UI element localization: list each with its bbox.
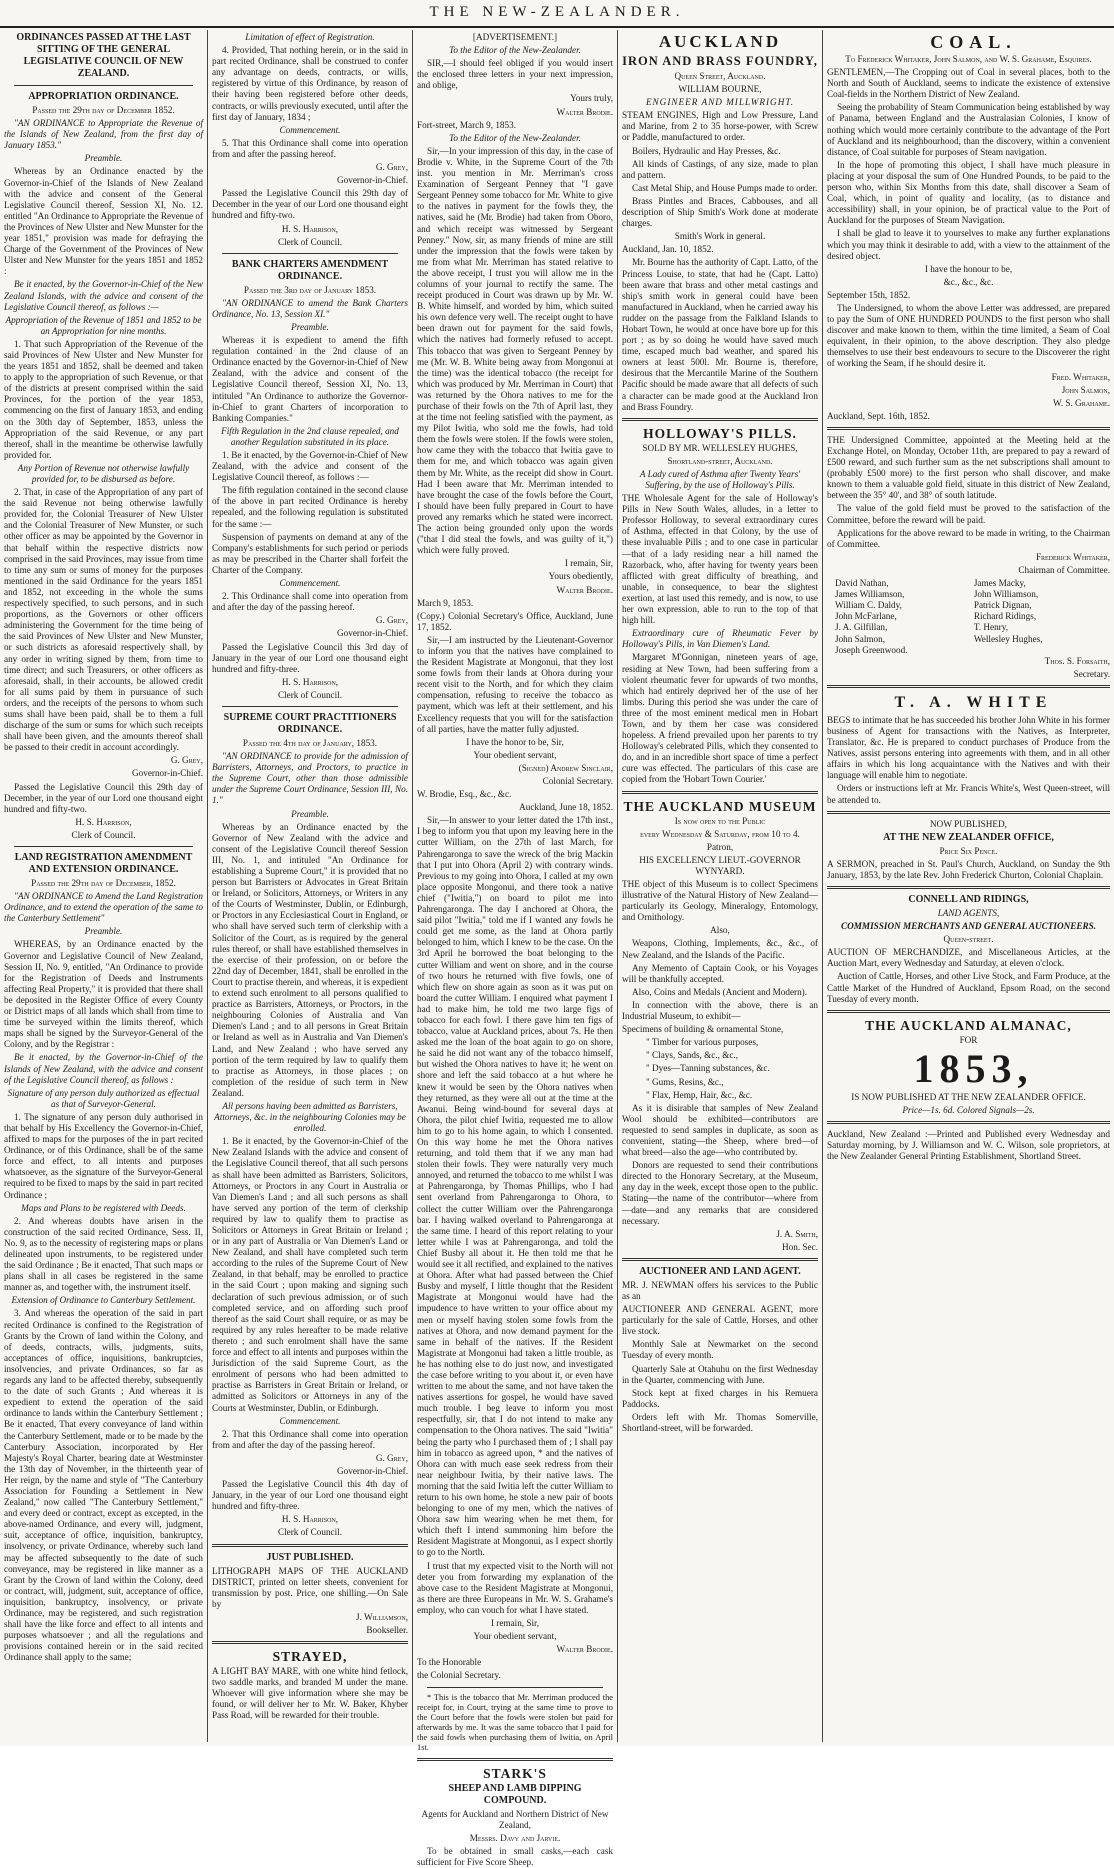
- paragraph: 2. This Ordinance shall come into operation from and after the day of the passing hereof.: [212, 591, 408, 613]
- museum-hours: every Wednesday & Saturday, from 10 to 4.: [640, 828, 800, 839]
- paragraph: Boilers, Hydraulic and Hay Presses, &c.: [632, 145, 781, 156]
- signature: G. Grey,: [375, 615, 408, 626]
- date-line: Auckland, Jan. 10, 1852.: [622, 244, 714, 255]
- supreme-court-title: SUPREME COURT PRACTITIONERS ORDINANCE.: [223, 711, 397, 735]
- address-line: Queen-street.: [943, 934, 994, 945]
- signature: G. Grey,: [375, 1452, 408, 1463]
- signature: Fred. Whitaker,: [1051, 371, 1110, 382]
- letter-close: Your obedient servant,: [473, 749, 557, 760]
- address-line: Shortland-street, Auckland.: [667, 455, 773, 466]
- paragraph: WHEREAS, by an Ordinance enacted by the Governor and Legislative Council of New Zealand, Session II, No. 9, entitled, "An Ordinance to provide for the Registration of Deeds and Instruments affecting Real Property," it is provided that there shall be deposited in the Register Office of every County or District maps of all lands which shall from time to time be surveyed within the limits thereof, which maps shall be signed by the Surveyor-General of the Colony, and by the Registrar :: [4, 939, 203, 1050]
- subheading: Signature of any person duly authorized as effectual as that of Surveyor-General.: [7, 1087, 200, 1109]
- paragraph: 3. And whereas the operation of the said in part recited Ordinance is confined to the Registration of Grants by the Crown of land within the Colony, and of deeds, contracts, wills, judgments, suits, acceptances of office, inquisitions, bankruptcies, insolvencies, and private Ordinances, so far as regards any land to be affected thereby, subsequently to the date of such Grants ; And whereas it is expedient to extend the operation of the said ordinance to lands within the Canterbury Settlement ; Be it enacted, That every conveyance of land within the Canterbury Settlement, made or to be made by the Canterbury Association, incorporated by Her Majesty's Royal Charter, bearing date at Westminster the 13th day of November, in the thirteenth year of Her reign, by the name and style of "The Canterbury Association for Founding a Settlement in New Zealand," now called "The Canterbury Settlement," and every deed or contract, except as excepted, in the above-named Ordinance, and every will, judgment, suit, acceptance of office, inquisition, bankruptcy, insolvency, or private Ordinance, whereby such land may be affected subsequently to the date of such conveyance, may be registered in like manner as a Grant by the Crown of land within the Colony, deed or contract, will, judgment, suit, acceptance of office, inquisition, bankruptcy, insolvency, or private Ordinance, may be registered, and such registration shall have the like force and effect to all intents and purposes whatsoever ; and all the regulations and provisions contained herein or in the said recited Ordinance shall apply to the same;: [4, 1308, 203, 1663]
- letter-close: Yours truly,: [570, 93, 613, 104]
- list-item: " Timber for various purposes,: [646, 1037, 759, 1048]
- subheading: Commencement.: [279, 124, 341, 135]
- subheading: Limitation of effect of Registration.: [245, 32, 375, 42]
- paragraph: 1. Be it enacted, by the Governor-in-Chief of the New Zealand Islands with the advice and consent of the Legislative Council thereof, that all such persons as shall have been admitted as Barristers, Solicitors, Attorneys, or Proctors in any Court in Australia or Van Diemen's Land ; and all such persons as shall have served any portion of the term of clerkship required by law to qualify them to practise as Solicitors or Attorneys in Great Britain or Ireland ; or in any part of Australia or Van Diemen's Land or New Zealand, and shall have completed such term according to the rules of the Supreme Court of New Zealand, in that behalf, may be enrolled to practice in the said Court ; upon making and signing such declaration of such previous admission, or of such completed service, and on affording such proof thereof as the said Court shall require, or as may be required by any rules hereafter to be made relative thereto ; and such enrolment shall have the same force and effect to all intents and purposes within the Jurisdiction of the said Supreme Court, as the enrolment of persons who had been admitted to practise as Barristers in Great Britain or Ireland, or admitted as Solicitors or Attorneys in any of the Courts at Westminster, Dublin, or Edinburgh.: [212, 1136, 408, 1413]
- signature: Frederick Whitaker,: [1035, 551, 1110, 562]
- paragraph: Sir,—In answer to your letter dated the 17th inst., I beg to inform you that upon my leaving here in the cutter William, on the 27th of last March, for Pahrengaronga to save the wreck of the brig Mackin that I put into Ohora (April 2) with contrary winds. Previous to my going into Ohora, I called at my own place opposite Mongonui, and there took a native chief ("Iwitia,") on board to pilot me into Pahrengaronga. The day I anchored at Ohora, the said pilot "Iwitia," told me if I wanted any fowls he could get me some, as the land at Ohora partly belonged to him, which I knew to be the case. On the 3rd April he borrowed the boat belonging to the cutter William and went on shore, and in the course of two hours he returned with five fowls, one of which flew on shore again as soon as it was put on board the cutter William. I enquired what payment I had to make him, he told me two large figs of tobacco for each fowl. I there gave him ten figs of tobacco, value at Auckland prices, about 7s. He then asked me the loan of the boat again to go on shore, he said he did not want any of the tobacco himself, but wished the Ohora natives to have it; he went on shore and left the said tobacco at a hut where he knew it would be seen by the Ohora natives when they returned, as they were all out at the time at the Awanui. Being wind-bound for several days at Ohora, the pilot chief Iwitia, requested me to allow him to go to his home again, to which I consented. On this way home he met the Ohora natives returning, and told them that if we any man had stolen their fowls. They were naturally very much annoyed, and returned the tobacco to me whilst I was at Pahrengaronga, by Thomas Phillips, who I had sent overland from Pahrengaronga to Ohora, to collect the cutter William over the Pahrengaronga bar. I having walked overland to Pahrengaronga at the same time. I heard of this report relating to your letter while I was at Pahrengaronga, and told the Chief Busby all about it. He then told me that he would see it all rectified, and explained to the natives at Ohora. After what had passed between the Chief Busby and myself, I little thought that the Resident Magistrate at Mongonui would have had the impudence to have written to your office about my men or myself having stolen some fowls from the natives at Ohora, and now demand payment for the same in behalf of the natives. If the Resident Magistrate at Mongonui had taken a little trouble, as he has nothing else to do just now, and investigated the case before writing to you about it, or even have written to me about the same, and not have taken the natives assertions for gospel, he would have saved much trouble. I beg leave to inform you most respectfully, sir, that I do not intend to make any compensation to the Ohora natives. The said "Iwitia" being the party who I purchased them of ; I shall pay him in tobacco as agreed upon, * and the natives of Ohora can with much ease seek redress from their near neighbour Iwitia, by their native laws. The morning that the said Iwitia left the cutter William to return to his own home, he stole a new pair of boots belonging to one of my men, which the natives of Ohora saw him wearing when he met them, for which theft I intend summoning him before the Resident Magistrate at Mongonui, as I expect shortly to go to the North.: [417, 815, 613, 1558]
- land-title: LAND REGISTRATION AMENDMENT AND EXTENSION ORDINANCE.: [14, 852, 193, 875]
- paragraph: AUCTIONEER AND GENERAL AGENT, more particularly for the sale of Cattle, Horses, and other live stock.: [622, 1304, 818, 1337]
- committee-name: John McFarlane,: [835, 611, 897, 622]
- paragraph: 4. Provided, That nothing herein, or in the said in part recited Ordinance, shall be construed to confer any advantage on deeds, contracts, or wills, registered by virtue of this Ordinance, by reason of their having been registered before other deeds, contracts, or wills previously executed, until after the first day of January, 1834 ;: [212, 45, 408, 122]
- paragraph: Also, Coins and Medals (Ancient and Modern).: [632, 986, 808, 997]
- subheading: Fifth Regulation in the 2nd clause repealed, and another Regulation substituted in its place.: [221, 425, 399, 447]
- place-line: Fort-street, March 9, 1853.: [417, 119, 516, 130]
- column-5: [823, 32, 1114, 1740]
- paragraph: Weapons, Clothing, Implements, &c., &c., of New Zealand, and the Islands of the Pacific.: [622, 938, 818, 960]
- paragraph: THE Wholesale Agent for the sale of Holloway's Pills in New South Wales, alludes, in a letter to Professor Holloway, to several extraordinary cures of Asthma, effected in that Colony, by the use of these invaluable Pills ; and to one case in particular—that of a lady residing near a hill named the Razorback, who, after having for twenty years been afflicted with great difficulty of breathing, and unable, in consequence, to bear the slightest exertion, at last used this remedy, and is now, to use her own expression, able to run to the top of that high hill.: [622, 493, 818, 626]
- paragraph: The fifth regulation contained in the second clause of the above in part recited Ordinance is hereby repealed, and the following regulation is substituted for the same :—: [212, 485, 408, 529]
- signature: H. S. Harrison,: [281, 676, 339, 687]
- paragraph: I trust that my expected visit to the North will not deter you from forwarding my explanation of the above case to the Resident Magistrate at Mongonui, as there are three Europeans in Mr. W. S. Grahame's employ, who can vouch for what I have stated.: [417, 1560, 613, 1615]
- paragraph: THE object of this Museum is to collect Specimens illustrative of the Natural History of New Zealand—particularly its Geology, Mineralogy, Entomology, and Ornithology.: [622, 879, 818, 923]
- paragraph: To be obtained in small casks,—each cask sufficient for Five Score Sheep.: [417, 1845, 613, 1867]
- committee-names: [827, 578, 1110, 656]
- committee-name: Patrick Dignan,: [973, 600, 1032, 611]
- separator: [14, 846, 193, 847]
- letter-close: I remain, Sir,: [490, 1618, 540, 1629]
- signature-title: Clerk of Council.: [71, 829, 136, 840]
- signature: H. S. Harrison,: [281, 1514, 339, 1525]
- museum-subtitle: Is now open to the Public: [674, 815, 766, 826]
- separator: [827, 1010, 1110, 1013]
- paragraph: Any Memento of Captain Cook, or his Voyages will be thankfully accepted.: [622, 962, 818, 984]
- committee-name: John Williamson,: [973, 589, 1039, 600]
- subheading: A Lady cured of Asthma after Twenty Years' Suffering, by the use of Holloway's Pills.: [639, 468, 801, 490]
- separator: [14, 85, 193, 86]
- paragraph: SIR,—I should feel obliged if you would insert the enclosed three letters in your next impression, and oblige,: [417, 58, 613, 91]
- subheading: Preamble.: [291, 808, 329, 819]
- masthead-title: THE NEW-ZEALANDER.: [429, 4, 685, 20]
- list-item: " Dyes—Tanning substances, &c.: [646, 1063, 770, 1074]
- separator: [212, 1544, 408, 1547]
- subheading: Extraordinary cure of Rheumatic Fever by Holloway's Pills, in Van Diemen's Land.: [622, 628, 818, 650]
- price-line: Price Six Pence.: [939, 845, 998, 856]
- paragraph: Agents for Auckland and Northern District of New Zealand,: [421, 1808, 609, 1830]
- now-published-title: NOW PUBLISHED,: [930, 818, 1007, 829]
- signature-title: Clerk of Council.: [277, 1527, 343, 1538]
- paragraph: 1. Be it enacted, by the Governor-in-Chief of New Zealand, with the advice and consent of the Legislative Council thereof, as follows :—: [212, 450, 408, 483]
- almanac-published: IS NOW PUBLISHED AT THE NEW ZEALANDER OFFICE.: [851, 1091, 1086, 1102]
- paragraph: As it is disirable that samples of New Zealand Wool should be exhibited—contributors are requested to send samples in duplicate, as soon as convenient, stating—the Sheep, where bred—of what breed—also the age—who contributed by.: [622, 1102, 818, 1158]
- letter-close: I have the honour to be,: [924, 263, 1013, 274]
- paragraph: 2. And whereas doubts have arisen in the construction of the said recited Ordinance, Sess. II, No. 9, as to the necessity of registering maps or plans delineated upon instruments, to be registered under the said Ordinance ; Be it enacted, That such maps or plans shall in all cases be registered in the same manner as, and together with, the instrument itself.: [4, 1215, 203, 1293]
- signature: G. Grey,: [375, 162, 408, 173]
- almanac-title: THE AUCKLAND ALMANAC,: [865, 1017, 1072, 1033]
- committee-name: J. A. Gilfillan,: [835, 622, 888, 633]
- committee-name: James Williamson,: [835, 589, 905, 600]
- owner-line: WILLIAM BOURNE,: [678, 84, 762, 95]
- date-line: September 15th, 1852.: [827, 289, 911, 300]
- foundry-subtitle: IRON AND BRASS FOUNDRY,: [622, 54, 818, 68]
- masthead: [0, 0, 1114, 28]
- foundry-title: AUCKLAND: [658, 32, 782, 51]
- separator: [622, 1258, 818, 1261]
- paragraph: Sir,—I am instructed by the Lieutenant-Governor to inform you that the natives have complained to the Resident Magistrate at Mongonui, that they lost some fowls from their lands at Ohora during your recent visit to the North, and for which they claim compensation, refusing to receive the tobacco as payment, which was left at their settlement, and his Excellency requests that you will for the satisfaction of all parties, have the matter fully adjusted.: [417, 634, 613, 734]
- paragraph: Be it enacted, by the Governor-in-Chief of the New Zealand Islands, with the advice and consent of the Legislative Council thereof, as follows :—: [4, 279, 203, 312]
- separator: [827, 886, 1110, 889]
- separator: [827, 685, 1110, 688]
- column-3: [413, 32, 617, 1867]
- signature-title: Bookseller.: [366, 1625, 408, 1635]
- paragraph: The value of the gold field must be proved to the satisfaction of the Committee, before the reward will be paid.: [827, 503, 1110, 525]
- paragraph: 5. That this Ordinance shall come into operation from and after the passing hereof.: [212, 137, 408, 159]
- paragraph: 2. That this Ordinance shall come into operation from and after the day of the passing hereof.: [212, 1428, 408, 1450]
- committee-name: Wellesley Hughes,: [973, 633, 1043, 644]
- paragraph: In the hope of promoting this object, I shall have much pleasure in placing at your disposal the sum of One Hundred Pounds, to be paid to the person who, within Six Months from this date, shall discover a Seam of Coal, which, in point of quality and locality, (as to distance and accessibility) shall, in your opinion, be of practical value to the Port of Auckland for the purposes of Steam Navigation.: [827, 159, 1110, 226]
- paragraph: Passed the Legislative Council this 3rd day of January in the year of our Lord one thousand eight hundred and fifty-three.: [212, 641, 408, 674]
- footnote: * This is the tobacco that Mr. Merriman produced the receipt for, in Court, trying at the same time to prove to the Court before that the fowls were stolen but paid for afterwards by me. It was the same tobacco that I paid for the said fowls when purchasing them of Iwitia, on April 1st.: [417, 1692, 613, 1752]
- paragraph: The Undersigned, to whom the above Letter was addressed, are prepared to pay the Sum of ONE HUNDRED POUNDS to the first person who shall discover and make known to them, within the time limited, a Seam of Coal equivalent, in their opinion, to the above description. They also pledge themselves to use their best endeavours to secure to the Discoverer the right of working the Seam, if he should desire it.: [827, 302, 1110, 369]
- signature: Walter Brodie.: [556, 106, 613, 117]
- address-line: To Frederick Whitaker, John Salmon, and W. S. Grahame, Esquires.: [845, 54, 1092, 64]
- signature-title: Governor-in-Chief.: [337, 1465, 408, 1476]
- appropriation-title: APPROPRIATION ORDINANCE.: [28, 91, 179, 102]
- paragraph: A LIGHT BAY MARE, with one white hind fetlock, two saddle marks, and branded M under the mane. Whoever will give information where she may be found, or will deliver her to Mr. W. Baker, Khyber Pass Road, will be rewarded for their trouble.: [212, 1666, 408, 1721]
- stark-title: STARK'S: [483, 1765, 547, 1781]
- holloway-subtitle: SOLD BY MR. WELLESLEY HUGHES,: [642, 442, 798, 453]
- date-line: Auckland, June 18, 1852.: [519, 802, 613, 813]
- signature: H. S. Harrison,: [75, 816, 132, 827]
- paragraph: Applications for the above reward to be made in writing, to the Chairman of Committee.: [827, 527, 1110, 549]
- connell-ridings-subtitle: LAND AGENTS,: [937, 908, 1000, 918]
- committee-name: T. Henry,: [973, 622, 1009, 633]
- signature: Walter Brodie.: [556, 584, 613, 595]
- paragraph: Suspension of payments on demand at any of the Company's establishments for such period or periods as may be prescribed in the Charter shall forfeit the Charter of the Company.: [212, 531, 408, 575]
- bank-title: BANK CHARTERS AMENDMENT ORDINANCE.: [231, 258, 389, 282]
- subheading: Appropriation of the Revenue of 1851 and 1852 to be an Appropriation for nine months.: [5, 314, 202, 336]
- date-line: Passed the 4th day of January, 1853.: [242, 737, 378, 748]
- separator: [427, 1687, 603, 1688]
- list-item: " Clays, Sands, &c., &c.,: [646, 1050, 739, 1061]
- paragraph: Whereas it is expedient to amend the fifth regulation contained in the 2nd clause of an Ordinance enacted by the Governor-in-Chief of New Zealand, with the advice and consent of the Legislative Council thereof, Session XI, No. 13, intituled "An Ordinance to authorize the Governor-in-Chief to grant Charters of incorporation to Banking Companies.": [212, 335, 408, 423]
- date-line: March 9, 1853.: [417, 597, 474, 608]
- separator: [827, 811, 1110, 814]
- address-line: Queen Street, Auckland.: [674, 71, 766, 81]
- separator: [827, 1121, 1110, 1124]
- paragraph: I shall be glad to leave it to yourselves to make any further explanations which you may think it desirable to add, with a view to the attainment of the desired object.: [827, 228, 1110, 261]
- column-4: [618, 32, 822, 1740]
- subheading: To the Editor of the New-Zealander.: [449, 132, 581, 143]
- paragraph: Stock kept at fixed charges in his Remuera Paddocks.: [622, 1387, 818, 1409]
- address-line: W. Brodie, Esq., &c., &c.: [417, 789, 512, 800]
- imprint: Auckland, New Zealand :—Printed and Published every Wednesday and Saturday morning, by J. Williamson and W. C. Wilson, sole proprietors, at the New Zealander General Printing Establishment, Shortland Street.: [827, 1129, 1110, 1162]
- committee-name: Joseph Greenwood.: [835, 644, 908, 655]
- paragraph: All kinds of Castings, of any size, made to plan and pattern.: [622, 158, 818, 180]
- paragraph: Donors are requested to send their contributions directed to the Honorary Secretary, at the Museum, any day in the week, except those open to the public. Stating—the name of the contributor—where from—date—and any remarks that are considered necessary.: [622, 1160, 818, 1226]
- holloway-title: HOLLOWAY'S PILLS.: [643, 425, 797, 441]
- advertisement-label: [ADVERTISEMENT.]: [472, 32, 558, 42]
- committee-names-left: [835, 578, 963, 656]
- paragraph: 1. That such Appropriation of the Revenue of the said Provinces of New Ulster and New Munster for the years 1851 and 1852, shall be deemed and taken to apply to the appropriation of such Revenue, or that of the districts at present comprised within the said Provinces, for the portion of the year 1853, commencing on the first of January 1853, and ending on the 30th day of September, 1853, unless the Appropriation of the said Revenue, or any part thereof, shall in the meantime be otherwise lawfully provided for.: [4, 338, 203, 460]
- list-item: " Flax, Hemp, Hair, &c., &c.: [646, 1089, 753, 1100]
- committee-name: William C. Daldy,: [835, 600, 902, 611]
- subheading: Maps and Plans to be registered with Deeds.: [21, 1202, 186, 1213]
- paragraph: Cast Metal Ship, and House Pumps made to order.: [632, 182, 818, 193]
- now-published-subtitle: AT THE NEW ZEALANDER OFFICE,: [883, 831, 1054, 843]
- signature-title: Governor-in-Chief.: [337, 628, 408, 639]
- signature: G. Grey,: [170, 755, 203, 766]
- paragraph: Margaret M'Gonnigan, nineteen years of age, residing at New Town, had been suffering from a violent rheumatic fever for upwards of two months, which had entirely deprived her of the use of her limbs. During this period she was under the care of three of the most eminent medical men in Hobart Town, and by them her case was considered hopeless. A friend prevailed upon her parents to try Holloway's celebrated Pills, which they consented to do, and in an incredible short space of time a perfect cure was effected. The particulars of this case are copied from the 'Hobart Town Courier.': [622, 652, 818, 785]
- separator: [622, 418, 818, 421]
- auctioneer-title: AUCTIONEER AND LAND AGENT.: [639, 1265, 801, 1277]
- separator: [222, 253, 398, 254]
- committee-name: David Nathan,: [835, 578, 889, 589]
- paragraph: GENTLEMEN,—The Cropping out of Coal in several places, both to the North and South of Auckland, seems to indicate the existence of extensive Coal-fields in the Northern District of New Zealand.: [827, 67, 1110, 100]
- paragraph: Whereas by an Ordinance enacted by the Governor of New Zealand with the advice and consent of the Legislative Council thereof Session III, No. 1, and intituled "An Ordinance for establishing a Supreme Court," it is provided that no person but Barristers or Advocates in Great Britain or Ireland, or Solicitors, Attorneys, or Writers in any of the Courts of Westminster, Dublin, or Edinburgh, or Proctors in any Ecclesiastical Court in England, or who shall have served such term of clerkship with a Solicitor of the Court, as is required by the general rules thereof, or shall have established themselves in the exercise of their profession, on or before the 22nd day of December, 1841, shall be enrolled in the Court to practise therein, and whereas, it is expedient to extend such enrolment to all persons qualified to practice as Barristers, Attorneys, or Proctors, in the neighbouring Colonies of Australia and Van Diemen's Land ; and to all persons in Great Britain or Ireland as well as in Australia and Van Diemen's Land, and New Zealand ; who have served any portion of the term required by law to qualify them to practise as Attorneys, in those places ; on completion of the residue of such term in New Zealand.: [212, 821, 408, 1098]
- signature-title: Chairman of Committee.: [1018, 564, 1110, 575]
- subheading: Preamble.: [291, 321, 329, 332]
- just-published-title: JUST PUBLISHED.: [266, 1551, 354, 1563]
- paragraph: Orders or instructions left at Mr. Francis White's, West Queen-street, will be attended to.: [827, 783, 1110, 805]
- almanac-year: 1853,: [913, 1045, 1034, 1091]
- paragraph: STEAM ENGINES, High and Low Pressure, Land and Marine, from 2 to 35 horse-power, with Screw or Paddle, manufactured to order.: [622, 110, 818, 143]
- letter-close: Yours obediently,: [548, 571, 613, 582]
- committee-names-right: [974, 578, 1102, 656]
- paragraph: Passed the Legislative Council this 4th day of January, in the year of our Lord one thousand eight hundred and fifty-three.: [212, 1479, 408, 1512]
- ordinance-description: "AN ORDINANCE to Amend the Land Registration Ordinance, and to extend the operation of the same to the Canterbury Settlement": [4, 891, 203, 924]
- connell-ridings-subtitle: COMMISSION MERCHANTS AND GENERAL AUCTIONEERS.: [840, 921, 1097, 932]
- almanac-price: Price—1s. 6d. Colored Signals—2s.: [902, 1104, 1035, 1115]
- subheading: Any Portion of Revenue not otherwise lawfully provided for, to be disbursed as before.: [17, 462, 190, 484]
- almanac-for: FOR: [959, 1034, 978, 1045]
- address-line: To the Honorable: [417, 1657, 482, 1668]
- paragraph: Seeing the probability of Steam Communication being established by way of Panama, between England and the Australasian Colonies, I know of nothing which would more certainly contribute to the advantage of the Port of Auckland and its neighbourhood, than the discovery, within a convenient distance, of Coal suitable for purposes of Steam navigation.: [827, 102, 1110, 157]
- ordinances-title: ORDINANCES PASSED AT THE LAST SITTING OF THE GENERAL LEGISLATIVE COUNCIL OF NEW ZEALAND.: [16, 32, 191, 79]
- paragraph: Quarterly Sale at Otahuhu on the first Wednesday in the Quarter, commencing with June.: [622, 1363, 818, 1385]
- letter-close: Your obedient servant,: [473, 1631, 557, 1642]
- subheading: Preamble.: [84, 926, 123, 937]
- paragraph: Be it enacted, by the Governor-in-Chief of the Islands of New Zealand, with the advice and consent of the Legislative Council thereof, as follows :: [4, 1052, 203, 1085]
- signature: J. Williamson,: [356, 1611, 408, 1622]
- column-2: [208, 32, 412, 1740]
- signature-title: Clerk of Council.: [277, 236, 343, 247]
- signature-title: Governor-in-Chief.: [132, 768, 203, 779]
- copy-line: (Copy.) Colonial Secretary's Office, Auckland, June 17, 1852.: [417, 610, 613, 632]
- address-line: the Colonial Secretary.: [417, 1670, 501, 1681]
- paragraph: MR. J. NEWMAN offers his services to the Public as an: [622, 1279, 818, 1301]
- patron-label: Patron,: [706, 841, 734, 852]
- list-item: Specimens of building & ornamental Stone,: [622, 1024, 784, 1035]
- separator: [417, 1758, 613, 1761]
- stark-subtitle: SHEEP AND LAMB DIPPING COMPOUND.: [448, 1782, 582, 1806]
- date-line: Passed the 29th day of December 1852.: [32, 105, 175, 115]
- subheading: To the Editor of the New-Zealander.: [449, 45, 581, 56]
- paragraph: Passed the Legislative Council this 29th day of December in the year of our Lord one thousand eight hundred and fifty-two.: [212, 188, 408, 221]
- signature: H. S. Harrison,: [281, 223, 339, 234]
- paragraph: Monthly Sale at Newmarket on the second Tuesday of every month.: [622, 1339, 818, 1361]
- separator: [622, 791, 818, 794]
- signature: John Salmon,: [1061, 384, 1110, 395]
- trade-line: ENGINEER AND MILLWRIGHT.: [645, 97, 795, 108]
- paragraph: Passed the Legislative Council this 29th day of December, in the year of our Lord one thousand eight hundred and fifty-two.: [4, 781, 203, 814]
- paragraph: A SERMON, preached in St. Paul's Church, Auckland, on Sunday the 9th January, 1853, by the late Rev. John Frederick Churton, Colonial Chaplain.: [827, 858, 1110, 880]
- subheading: Preamble.: [84, 153, 123, 164]
- patron-name: HIS EXCELLENCY LIEUT.-GOVERNOR WYNYARD.: [639, 854, 801, 876]
- committee-name: Richard Ridings,: [973, 611, 1037, 622]
- signature: J. A. Smith,: [776, 1228, 818, 1239]
- agents-line: Messrs. Davy and Jarvie.: [469, 1832, 561, 1843]
- subheading: Commencement.: [279, 1415, 341, 1426]
- signature-title: Secretary.: [1073, 668, 1110, 679]
- connell-ridings-title: CONNELL AND RIDINGS,: [908, 894, 1029, 905]
- signature: W. S. Grahame.: [1052, 397, 1110, 408]
- museum-title: THE AUCKLAND MUSEUM: [623, 798, 817, 814]
- paragraph: Auction of Cattle, Horses, and other Live Stock, and Farm Produce, at the Cattle Market of the Hundred of Auckland, Epsom Road, on the second Tuesday of every month.: [827, 971, 1110, 1004]
- subheading: Commencement.: [279, 578, 341, 589]
- signature-title: Colonial Secretary.: [542, 776, 613, 786]
- signature: Walter Brodie.: [556, 1644, 613, 1655]
- signature: Thos. S. Forsaith,: [1044, 655, 1110, 666]
- ordinance-description: "AN ORDINANCE to provide for the admission of Barristers, Attorneys, and Proctors, to practice in the Supreme Court, other than those admissible under the Supreme Court Ordinance, Session III, No. 1.": [212, 751, 408, 806]
- paragraph: AUCTION OF MERCHANDIZE, and Miscellaneous Articles, at the Auction Mart, every Wednesday and Saturday, at eleven o'clock.: [827, 947, 1110, 969]
- signature: (Signed) Andrew Sinclair,: [518, 762, 613, 773]
- signature-title: Hon. Sec.: [782, 1241, 818, 1252]
- committee-name: John Salmon,: [835, 633, 886, 644]
- date-line: Passed the 3rd day of January 1853.: [243, 284, 377, 295]
- paragraph: 1. The signature of any person duly authorised in that behalf by His Excellency the Governor-in-Chief, affixed to maps for the purposes of the in part recited Ordinance, or of this Ordinance, shall be of the same force and effect, to all intents and purposes whatsoever, as the signature of the Surveyor-General required to be fixed to maps by the said in part recited Ordinance ;: [4, 1111, 203, 1200]
- paragraph: Orders left with Mr. Thomas Somerville, Shortland-street, will be forwarded.: [622, 1411, 818, 1434]
- letter-close: &c., &c., &c.: [943, 276, 994, 287]
- list-item: " Gums, Resins, &c.,: [646, 1076, 724, 1087]
- paragraph: Brass Pintles and Braces, Cabbouses, and all description of Ship Smith's Work done at moderate charges.: [622, 195, 818, 229]
- paragraph: LITHOGRAPH MAPS OF THE AUCKLAND DISTRICT, printed on letter sheets, convenient for transmission by post. Price, one shilling.—On Sale by: [212, 1565, 408, 1609]
- paragraph: Whereas by an Ordinance enacted by the Governor-in-Chief of the Islands of New Zealand with the advice and consent of the General Legislative Council thereof, Session XI, No. 12. entitled "An Ordinance to Appropriate the Revenue of the Provinces of New Ulster and New Munster for the year 1851," provision was made for defraying the Charge of the Government of the Provinces of New Ulster and New Munster for the years 1851 and 1852 :: [4, 166, 203, 277]
- white-title: T. A. WHITE: [894, 693, 1053, 711]
- separator: [827, 427, 1110, 430]
- ordinance-description: "AN ORDINANCE to amend the Bank Charters Ordinance, No. 13, Session XI.": [212, 297, 408, 319]
- signature-title: Clerk of Council.: [277, 689, 343, 700]
- letter-close: I have the honor to be, Sir,: [466, 736, 564, 747]
- subheading: Extension of Ordinance to Canterbury Settlement.: [11, 1295, 196, 1306]
- paragraph: 2. That, in case of the Appropriation of any part of the said Revenue not being otherwise lawfully provided for, the Colonial Treasurer of New Ulster and the Colonial Treasurer of New Munster, or such other officer as may be appointed by the Governor in that behalf within the respective districts now comprised in the said Provinces, may issue from time to time any sum or sums of money for the purposes mentioned in the said Ordinance for the years 1851 and 1852, not exceeding in the whole the sums respectively specified, to such persons, and in such proportions, as the Governors or other officers administering the Government for the time being of the said Provinces of New Ulster and New Munster, or such districts as aforesaid respectively shall, by any order in writing signed by them, from time to time direct; and such Treasurers, or other officers as aforesaid, shall, in their accounts, be allowed credit for all sums paid by them in pursuance of such orders, and the receipts of the persons to whom such sums shall have been paid, shall be to them a full discharge of the sum or sums for which such receipts shall have been given, and the amounts thereof shall be passed to their credit in account accordingly.: [4, 487, 203, 753]
- strayed-title: STRAYED,: [272, 1649, 348, 1665]
- date-line: Auckland, Sept. 16th, 1852.: [827, 410, 930, 421]
- letter-close: I remain, Sir,: [564, 558, 613, 569]
- signature-title: Governor-in-Chief.: [337, 175, 408, 186]
- date-line: Passed the 29th day of December, 1852.: [31, 878, 176, 888]
- paragraph: BEGS to intimate that he has succeeded his brother John White in his former business of Agent for transactions with the Natives, as Interpreter, Translator, &c. He is prepared to conduct purchases of Produce from the Natives, assist persons entering into agreements with them, and in all other affairs in which his long acquaintance with the Natives and with their language will enable him to negotiate.: [827, 714, 1110, 781]
- column-1: [0, 32, 207, 1740]
- paragraph: In connection with the above, there is an Industrial Museum, to exhibit—: [622, 999, 818, 1022]
- separator: [212, 1641, 408, 1644]
- paragraph: Mr. Bourne has the authority of Capt. Latto, of the Princess Louise, to state, that had he (Capt. Latto) been aware that brass and other metal castings and ship's smith work in general could have been manufactured in Auckland, when he carried away his rudder on the passage from the Falkland Islands to Hobart Town, he would at once have bore up for this port ; as by so doing he would have saved much time, escaped much bad weather, and spared his owners at least 500l. Mr. Bourne is, therefore, desirous that the Mercantile Marine of the Southern Pacific should be made aware that all defects of such a character can be made good at the Auckland Iron and Brass Foundry.: [622, 257, 818, 412]
- paragraph: THE Undersigned Committee, appointed at the Meeting held at the Exchange Hotel, on Monday, October 11th, are prepared to pay a reward of £500 reward, and such further sum as the net subscriptions shall amount to (probably £500 more) to the first person who shall discover, and make known to them a valuable gold field, situate in this district of New Zealand, between the 35° 40', and 38° of south latitude.: [827, 434, 1110, 501]
- ordinance-description: "AN ORDINANCE to Appropriate the Revenue of the Islands of New Zealand, from the first day of January 1853.": [4, 118, 203, 151]
- paragraph: Also,: [710, 925, 730, 936]
- committee-name: James Macky,: [973, 578, 1026, 589]
- coal-title: COAL.: [930, 32, 1017, 52]
- subheading: All persons having been admitted as Barristers, Attorneys, &c. in the neighbouring Colonies may be enrolled.: [214, 1100, 406, 1134]
- separator: [222, 706, 398, 707]
- paragraph: Sir,—In your impression of this day, in the case of Brodie v. White, in the Supreme Court of the 7th inst. you mention in Mr. Merriman's cross Examination of Sergeant Penney that "I gave Sergeant Penney some tobacco for Mr. White to give to the natives in payment for the fowls they, the natives, said he (Mr. Brodie) had taken from Oboro, and which receipt was witnessed by Sergeant Penney." Now, sir, as many friends of mine are still under the impression that the fowls were taken by me from what Mr. Merriman has stated relative to the above receipt, I trust you will allow me in the columns of your journal to rectify the same. The receipt produced in Court was drawn up by Mr. W. B. White himself, and worded by him, which suited his own defence very well. The receipt ought to have been drawn out for payment for the said fowls, which the natives had formerly refused to accept. This tobacco that was given to Sergeant Penney by me (Mr. W. B. White being away from Mongonui at the time) was the identical tobacco (the receipt for which was produced by Mr. Merriman in Court) that was returned by the Ohora natives to me for the purchase of their fowls on the 7th of April last, they at the time not feeling satisfied with the payment, as my Pilot Iwitia, who sold me the fowls, had told them the fowls were stolen. If the fowls were stolen, how came they with the tobacco that Iwitia gave to them for me, and which tobacco was again given them by Mr. White, as the receipt did show in Court. Had I been aware that Mr. Merriman intended to have brought the case of the fowls before the Court, I should have been fully prepared in Court to have proved any remarks which he stated were incorrect. The action being grounded only upon the words ("that I did steal the fowls, and was guilty of it,") which were fully proved.: [417, 145, 613, 556]
- paragraph: Smith's Work in general.: [674, 231, 766, 242]
